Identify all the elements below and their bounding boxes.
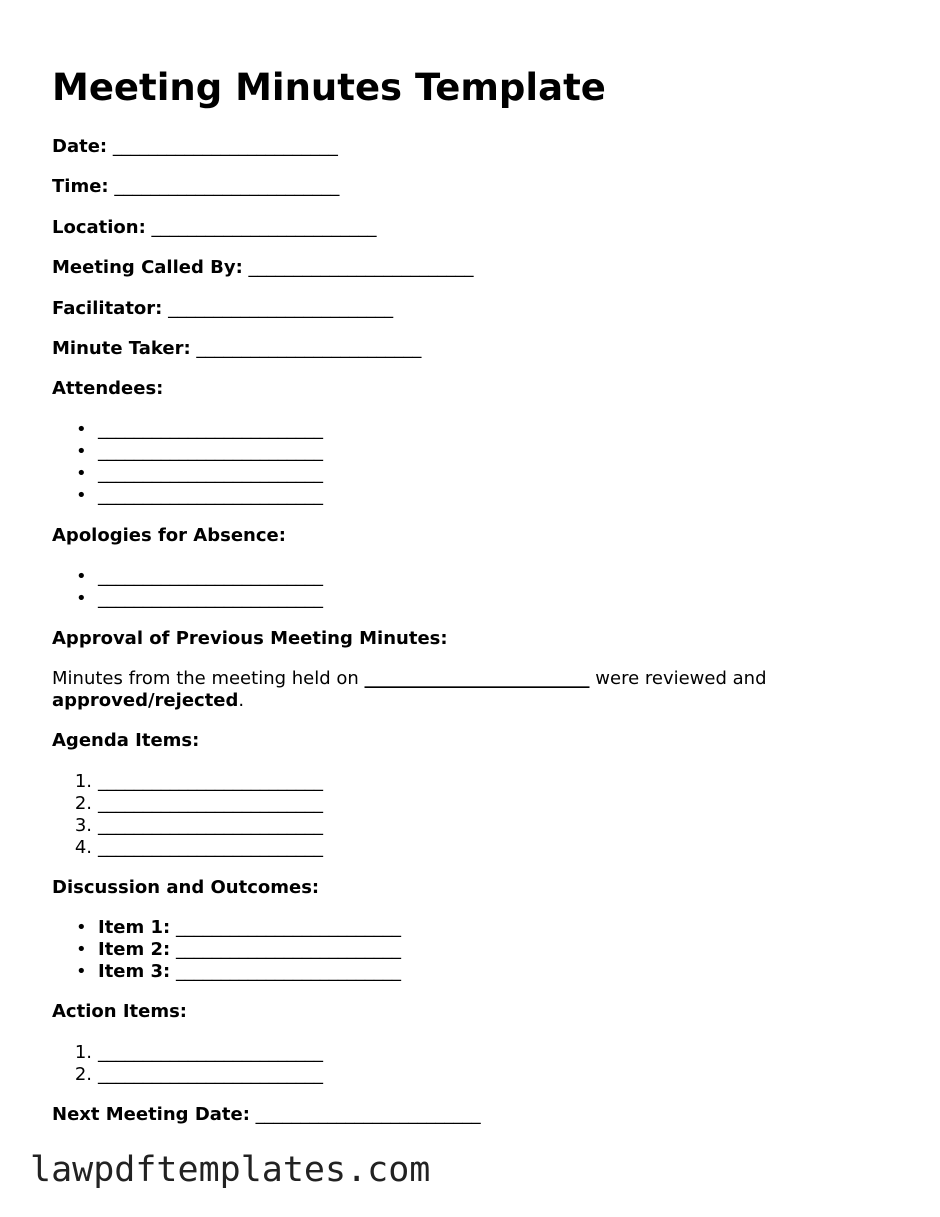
agenda-number: 3. — [74, 815, 92, 836]
next-meeting-label: Next Meeting Date: — [52, 1104, 250, 1125]
approval-text-before: Minutes from the meeting held on — [52, 668, 359, 689]
location-field[interactable] — [52, 217, 377, 239]
facilitator-field[interactable] — [52, 298, 393, 320]
next-meeting-field[interactable] — [52, 1104, 481, 1126]
agenda-item[interactable] — [52, 771, 452, 793]
called-by-blank[interactable]: _________________________ — [248, 257, 474, 278]
discussion-item-label: Item 2: — [98, 939, 171, 960]
attendee-blank[interactable]: _________________________ — [98, 419, 323, 440]
bullet-icon: • — [76, 441, 87, 462]
date-blank[interactable]: _________________________ — [112, 136, 338, 157]
discussion-line — [98, 939, 401, 961]
discussion-item-label: Item 3: — [98, 961, 171, 982]
action-number: 2. — [74, 1064, 92, 1085]
discussion-blank[interactable]: _________________________ — [176, 917, 401, 938]
agenda-blank[interactable]: _________________________ — [98, 815, 323, 836]
apology-blank[interactable]: _________________________ — [98, 566, 323, 587]
minute-taker-field[interactable] — [52, 338, 421, 360]
attendee-blank[interactable]: _________________________ — [98, 463, 323, 484]
discussion-item-label: Item 1: — [98, 917, 171, 938]
agenda-item[interactable] — [52, 837, 452, 859]
attendee-item[interactable] — [52, 485, 452, 507]
approval-heading: Approval of Previous Meeting Minutes: — [52, 628, 448, 649]
discussion-item[interactable] — [52, 917, 552, 939]
agenda-item[interactable] — [52, 793, 452, 815]
agenda-item[interactable] — [52, 815, 452, 837]
bullet-icon: • — [76, 419, 87, 440]
agenda-blank[interactable]: _________________________ — [98, 771, 323, 792]
discussion-blank[interactable]: _________________________ — [176, 939, 401, 960]
facilitator-blank[interactable]: _________________________ — [168, 298, 394, 319]
action-item[interactable] — [52, 1064, 452, 1086]
date-label: Date: — [52, 136, 108, 157]
facilitator-label: Facilitator: — [52, 298, 163, 319]
bullet-icon: • — [76, 961, 87, 982]
date-field[interactable] — [52, 136, 338, 158]
apology-blank[interactable]: _________________________ — [98, 588, 323, 609]
discussion-line — [98, 917, 401, 939]
agenda-number: 4. — [74, 837, 92, 858]
discussion-line — [98, 961, 401, 983]
bullet-icon: • — [76, 939, 87, 960]
apology-item[interactable] — [52, 566, 452, 588]
attendee-item[interactable] — [52, 441, 452, 463]
approval-outcome — [52, 690, 244, 712]
attendee-blank[interactable]: _________________________ — [98, 441, 323, 462]
location-label: Location: — [52, 217, 146, 238]
bullet-icon: • — [76, 917, 87, 938]
approval-sentence — [52, 668, 767, 690]
action-blank[interactable]: _________________________ — [98, 1064, 323, 1085]
approval-date-blank[interactable]: _________________________ — [364, 668, 590, 689]
apology-item[interactable] — [52, 588, 452, 610]
location-blank[interactable]: _________________________ — [151, 217, 377, 238]
watermark-text: lawpdftemplates.com — [30, 1150, 431, 1190]
attendee-blank[interactable]: _________________________ — [98, 485, 323, 506]
time-field[interactable] — [52, 176, 339, 198]
attendees-heading: Attendees: — [52, 378, 164, 399]
attendee-item[interactable] — [52, 419, 452, 441]
apologies-heading: Apologies for Absence: — [52, 525, 286, 546]
minute-taker-label: Minute Taker: — [52, 338, 191, 359]
discussion-item[interactable] — [52, 939, 552, 961]
agenda-number: 2. — [74, 793, 92, 814]
discussion-blank[interactable]: _________________________ — [176, 961, 401, 982]
called-by-label: Meeting Called By: — [52, 257, 243, 278]
bullet-icon: • — [76, 566, 87, 587]
agenda-heading: Agenda Items: — [52, 730, 200, 751]
discussion-heading: Discussion and Outcomes: — [52, 877, 320, 898]
actions-heading: Action Items: — [52, 1001, 187, 1022]
next-meeting-blank[interactable]: _________________________ — [255, 1104, 481, 1125]
minute-taker-blank[interactable]: _________________________ — [196, 338, 422, 359]
agenda-blank[interactable]: _________________________ — [98, 793, 323, 814]
bullet-icon: • — [76, 463, 87, 484]
time-blank[interactable]: _________________________ — [114, 176, 340, 197]
approval-emphasis[interactable]: approved/rejected — [52, 690, 239, 711]
action-blank[interactable]: _________________________ — [98, 1042, 323, 1063]
time-label: Time: — [52, 176, 109, 197]
agenda-blank[interactable]: _________________________ — [98, 837, 323, 858]
agenda-number: 1. — [74, 771, 92, 792]
called-by-field[interactable] — [52, 257, 474, 279]
attendee-item[interactable] — [52, 463, 452, 485]
approval-text-after: were reviewed and — [595, 668, 767, 689]
action-item[interactable] — [52, 1042, 452, 1064]
approval-end: . — [238, 690, 245, 711]
discussion-item[interactable] — [52, 961, 552, 983]
bullet-icon: • — [76, 485, 87, 506]
page-title: Meeting Minutes Template — [52, 66, 606, 109]
bullet-icon: • — [76, 588, 87, 609]
action-number: 1. — [74, 1042, 92, 1063]
